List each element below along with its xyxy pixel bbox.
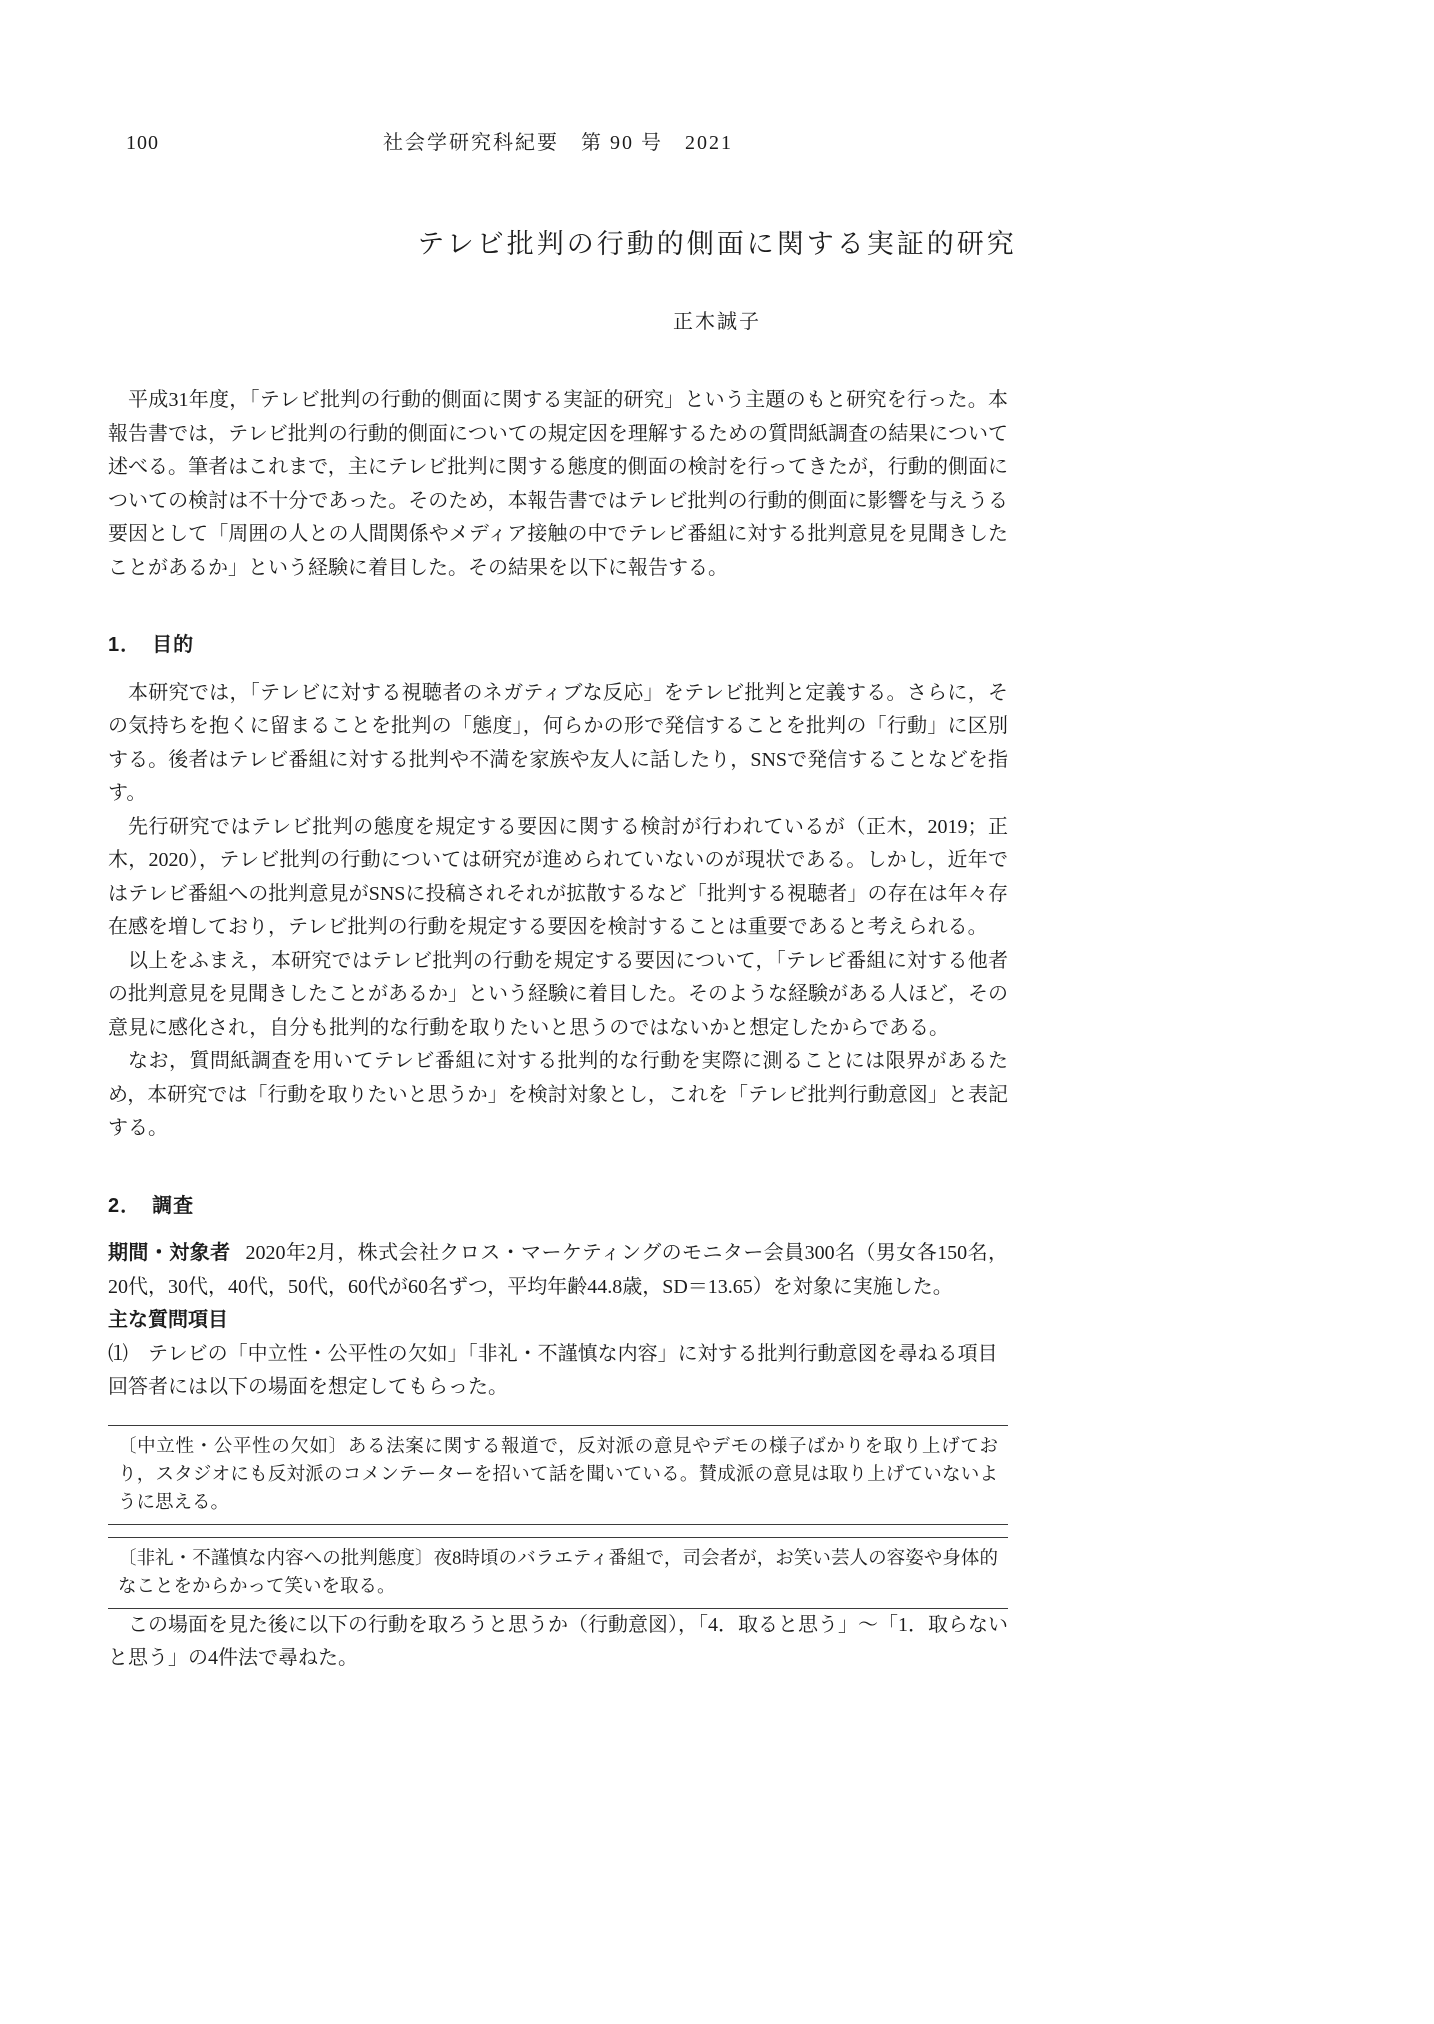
survey-period-line [108, 1237, 1008, 1304]
section1-heading: 1． 目的 [108, 634, 195, 656]
survey-period-label: 期間・対象者 [108, 1242, 231, 1264]
survey-period-text: 2020年2月，株式会社クロス・マーケティングのモニター会員300名（男女各150名，20代，30代，40代，50代，60代が60名ずつ，平均年齢44.8歳，SD＝13.65）を対象に実施した。 [108, 1242, 1008, 1298]
question-item-1: ⑴ テレビの「中立性・公平性の欠如」「非礼・不謹慎な内容」に対する批判行動意図を尋ねる項目 [108, 1342, 998, 1365]
paper-title: テレビ批判の行動的側面に関する実証的研究 [417, 229, 1017, 259]
journal-header: 社会学研究科紀要 第 90 号 2021 [383, 132, 733, 154]
intro-paragraph: 平成31年度，「テレビ批判の行動的側面に関する実証的研究」という主題のもと研究を行った。本報告書では，テレビ批判の行動的側面についての規定因を理解するための質問紙調査の結果について述べる。筆者はこれまで，主にテレビ批判に関する態度的側面の検討を行ってきたが，行動的側面についての検討は不十分であった。そのため，本報告書ではテレビ批判の行動的側面に影響を与えうる要因として「周囲の人との人間関係やメディア接触の中でテレビ番組に対する批判意見を見聞きしたことがあるか」という経験に着目した。その結果を以下に報告する。 [108, 389, 1008, 579]
paper-author: 正木誠子 [673, 311, 761, 333]
running-head [108, 130, 1008, 156]
scenario-box-neutrality: 〔中立性・公平性の欠如〕ある法案に関する報道で，反対派の意見やデモの様子ばかりを取り上げており，スタジオにも反対派のコメンテーターを招いて話を聞いている。賛成派の意見は取り上げていないように思える。 [108, 1425, 1008, 1525]
question-items-heading: 主な質問項目 [108, 1309, 228, 1331]
section1-paragraph-3: 以上をふまえ，本研究ではテレビ批判の行動を規定する要因について，「テレビ番組に対する他者の批判意見を見聞きしたことがあるか」という経験に着目した。そのような経験がある人ほど，その意見に感化され，自分も批判的な行動を取りたいと思うのではないかと想定したからである。 [108, 949, 1008, 1039]
section1-paragraph-1: 本研究では，「テレビに対する視聴者のネガティブな反応」をテレビ批判と定義する。さらに，その気持ちを抱くに留まることを批判の「態度」，何らかの形で発信することを批判の「行動」に区別する。後者はテレビ番組に対する批判や不満を家族や友人に話したり，SNSで発信することなどを指す。 [108, 681, 1008, 804]
question-item-1-note: 回答者には以下の場面を想定してもらった。 [108, 1376, 508, 1398]
paper-body [108, 384, 1008, 1676]
section1-paragraph-2: 先行研究ではテレビ批判の態度を規定する要因に関する検討が行われているが（正木，2019；正木，2020），テレビ批判の行動については研究が進められていないのが現状である。しかし，近年ではテレビ番組への批判意見がSNSに投稿されそれが拡散するなど「批判する視聴者」の存在は年々存在感を増しており，テレビ批判の行動を規定する要因を検討することは重要であると考えられる。 [108, 815, 1008, 938]
scenario-boxes [108, 1425, 1008, 1609]
closing-paragraph: この場面を見た後に以下の行動を取ろうと思うか（行動意図），「4．取ると思う」～「1．取らないと思う」の4件法で尋ねた。 [108, 1613, 1008, 1669]
section1-paragraph-4: なお，質問紙調査を用いてテレビ番組に対する批判的な行動を実際に測ることには限界があるため，本研究では「行動を取りたいと思うか」を検討対象とし，これを「テレビ批判行動意図」と表記する。 [108, 1050, 1008, 1139]
scenario-box-rudeness: 〔非礼・不謹慎な内容への批判態度〕夜8時頃のバラエティ番組で，司会者が，お笑い芸人の容姿や身体的なことをからかって笑いを取る。 [108, 1537, 1008, 1609]
page-number: 100 [126, 132, 159, 154]
section2-heading: 2． 調査 [108, 1194, 195, 1217]
